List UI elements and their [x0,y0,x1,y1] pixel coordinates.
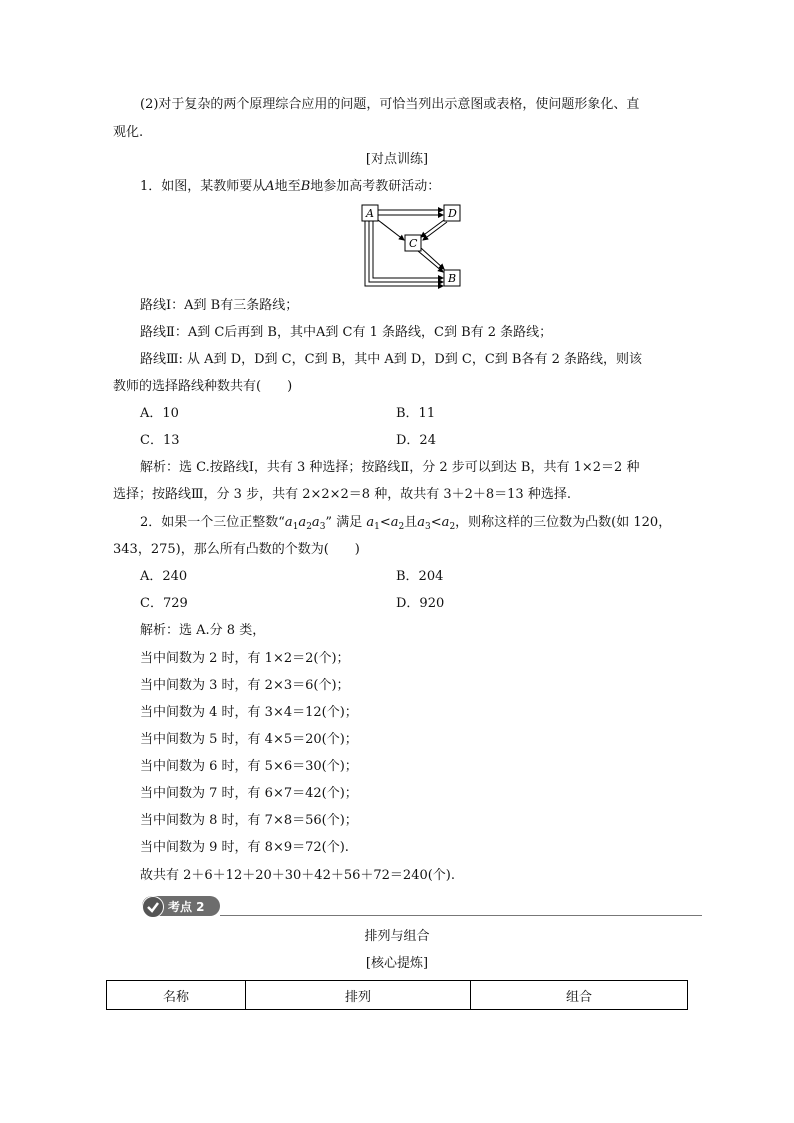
node-a-label: A [366,207,374,220]
edge-d-c-2 [423,222,447,240]
section-title: 排列与组合 [364,929,430,944]
q1-option-c: C．13 [140,433,180,448]
q1-stem: 1．如图，某教师要从A地至B地参加高考教研活动： [140,179,441,194]
q2-case-8: 当中间数为 9 时，有 8×9＝72(个). [140,840,349,855]
q1-route-2: 路线Ⅱ：A到 C后再到 B，其中A到 C有 1 条路线，C到 B有 2 条路线； [140,325,553,340]
edge-d-c-1 [421,220,444,237]
header-combination: 组合 [471,981,688,1010]
q2-solution-head: 解析：选 A.分 8 类， [140,623,266,638]
q2-option-a: A．240 [140,569,188,584]
route-diagram [358,200,468,292]
section-header [106,896,702,918]
q1-option-a: A．10 [140,406,179,421]
q2-stem-line-1: 2．如果一个三位正整数“$a_1a_2a_3$” 满足 $a_1<a_2$且$a_3<a_2$，则称这样的三位数为凸数(如 120， [140,515,672,532]
q2-option-b: B．204 [396,569,444,584]
q2-case-4: 当中间数为 5 时，有 4×5＝20(个)； [140,732,358,747]
header-permutation: 排列 [246,981,471,1010]
q2-stem-line-2: 343，275)，那么所有凸数的个数为( ) [113,542,360,557]
edge-c-b-1 [418,251,443,272]
core-heading: [核心提炼] [365,956,429,971]
edge-a-c [378,220,404,240]
edge-c-b-2 [421,248,444,269]
edge-a-b-1 [365,221,443,286]
section-divider [220,915,702,916]
q2-case-1: 当中间数为 2 时，有 1×2＝2(个)； [140,651,350,666]
q2-case-7: 当中间数为 8 时，有 7×8＝56(个)； [140,813,358,828]
q1-option-d: D．24 [396,433,436,448]
q2-case-5: 当中间数为 6 时，有 5×6＝30(个)； [140,759,358,774]
q2-option-d: D．920 [396,596,445,611]
table-header-row [107,981,688,1010]
q1-route-3-line-2: 教师的选择路线种数共有( ) [113,379,293,394]
q2-option-c: C．729 [140,596,188,611]
node-d-label: D [448,207,457,220]
q1-solution-line-2: 选择；按路线Ⅲ，分 3 步，共有 2×2×2＝8 种，故共有 3＋2＋8＝13 种选择. [113,487,571,502]
q1-solution-line-1: 解析：选 C.按路线Ⅰ，共有 3 种选择；按路线Ⅱ，分 2 步可以到达 B，共有 1×2＝2 种 [140,460,640,475]
training-heading: [对点训练] [365,152,429,167]
node-c-label: C [409,237,418,250]
q2-case-6: 当中间数为 7 时，有 6×7＝42(个)； [140,786,358,801]
q1-route-1: 路线Ⅰ：A到 B有三条路线； [140,298,299,313]
q1-route-3-line-1: 路线Ⅲ: 从 A到 D，D到 C，C到 B，其中 A到 D，D到 C，C到 B各有 2 条路线，则该 [140,352,643,367]
q2-total: 故共有 2＋6＋12＋20＋30＋42＋56＋72＝240(个). [140,868,456,883]
intro-line-2: 观化. [113,125,144,140]
comparison-table [106,980,688,1010]
intro-line-1: (2)对于复杂的两个原理综合应用的问题，可恰当列出示意图或表格，使问题形象化、直 [140,97,640,112]
q2-case-2: 当中间数为 3 时，有 2×3＝6(个)； [140,678,350,693]
header-name: 名称 [107,981,246,1010]
q2-case-3: 当中间数为 4 时，有 3×4＝12(个)； [140,705,358,720]
section-badge-label: 考点 2 [168,900,205,914]
q1-option-b: B．11 [396,406,436,421]
node-b-label: B [448,272,457,285]
check-icon [142,896,164,918]
